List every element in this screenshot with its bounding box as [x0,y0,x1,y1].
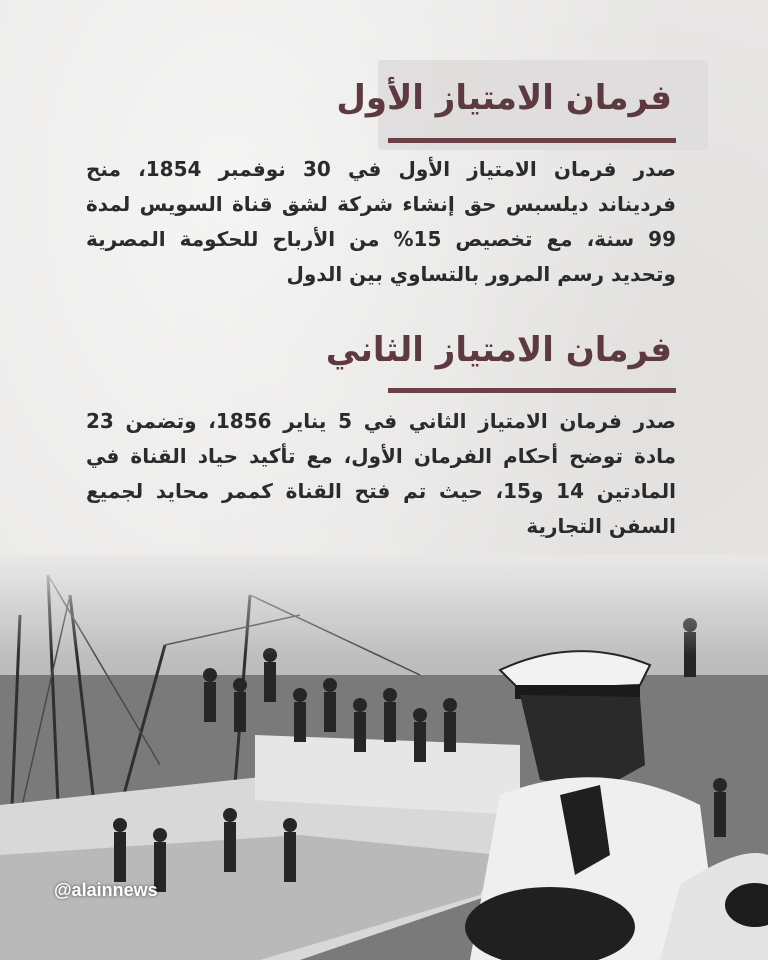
section-2-body: صدر فرمان الامتياز الثاني في 5 يناير 1856، وتضمن 23 مادة توضح أحكام الفرمان الأول، مع تأكيد حياد القناة في المادتين 14 و15، حيث تم فتح القناة كممر محايد لجميع السفن التجارية [86,409,676,538]
watermark-handle: @alainnews [54,880,158,900]
section-2-title: فرمان الامتياز الثاني [325,330,672,370]
section-1-body: صدر فرمان الامتياز الأول في 30 نوفمبر 1854، منح فرديناند ديلسبس حق إنشاء شركة لشق قناة السويس لمدة 99 سنة، مع تخصيص 15% من الأرباح للحكومة المصرية وتحديد رسم المرور بالتساوي بين الدول [86,157,676,286]
section-1-divider [388,138,676,143]
section-1-title: فرمان الامتياز الأول [336,78,672,118]
section-2-divider [388,388,676,393]
